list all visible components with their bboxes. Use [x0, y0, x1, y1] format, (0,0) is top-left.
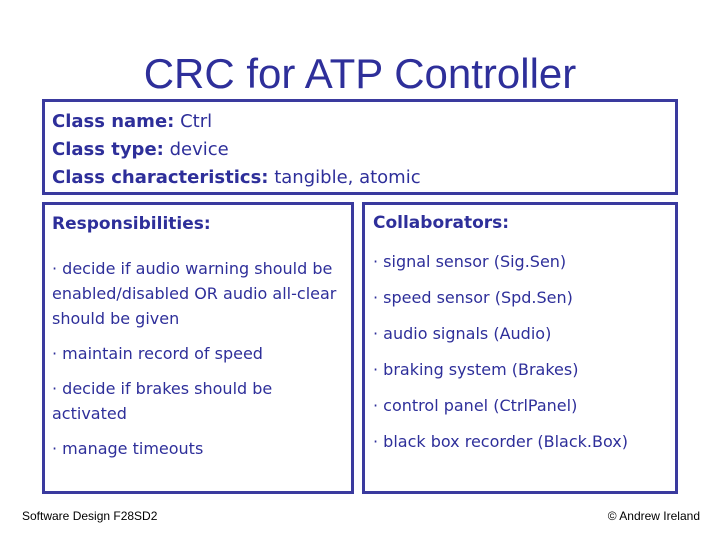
- responsibilities-box: [42, 202, 354, 494]
- class-info-box: [42, 99, 678, 195]
- collaborator-item: · braking system (Brakes): [373, 360, 579, 379]
- collaborators-heading: Collaborators:: [373, 213, 510, 233]
- collaborator-item: · control panel (CtrlPanel): [373, 396, 578, 415]
- slide-title: CRC for ATP Controller: [143, 50, 577, 97]
- class-type-label: Class type:: [52, 139, 164, 160]
- collaborator-item: · speed sensor (Spd.Sen): [373, 288, 573, 307]
- class-name-row: [52, 108, 675, 136]
- collaborators-box: [362, 202, 678, 494]
- responsibility-item: · manage timeouts: [52, 439, 204, 458]
- collaborators-list: [373, 249, 675, 454]
- footer-author: © Andrew Ireland: [607, 509, 700, 523]
- collaborator-item: · black box recorder (Black.Box): [373, 432, 628, 451]
- class-characteristics-row: [52, 164, 675, 192]
- class-characteristics-value: tangible, atomic: [274, 167, 421, 188]
- responsibilities-list: [52, 256, 351, 461]
- collaborator-item: · audio signals (Audio): [373, 324, 552, 343]
- class-characteristics-label: Class characteristics:: [52, 167, 269, 188]
- class-type-value: device: [169, 139, 229, 160]
- class-type-row: [52, 136, 675, 164]
- class-name-value: Ctrl: [180, 111, 213, 132]
- responsibility-item: · maintain record of speed: [52, 344, 263, 363]
- footer-course: Software Design F28SD2: [22, 509, 158, 523]
- responsibility-item: · decide if audio warning should be enabled/disabled OR audio all-clear should be given: [52, 259, 337, 328]
- class-name-label: Class name:: [52, 111, 175, 132]
- responsibilities-heading: Responsibilities:: [52, 214, 211, 234]
- responsibility-item: · decide if brakes should be activated: [52, 379, 273, 423]
- collaborator-item: · signal sensor (Sig.Sen): [373, 252, 567, 271]
